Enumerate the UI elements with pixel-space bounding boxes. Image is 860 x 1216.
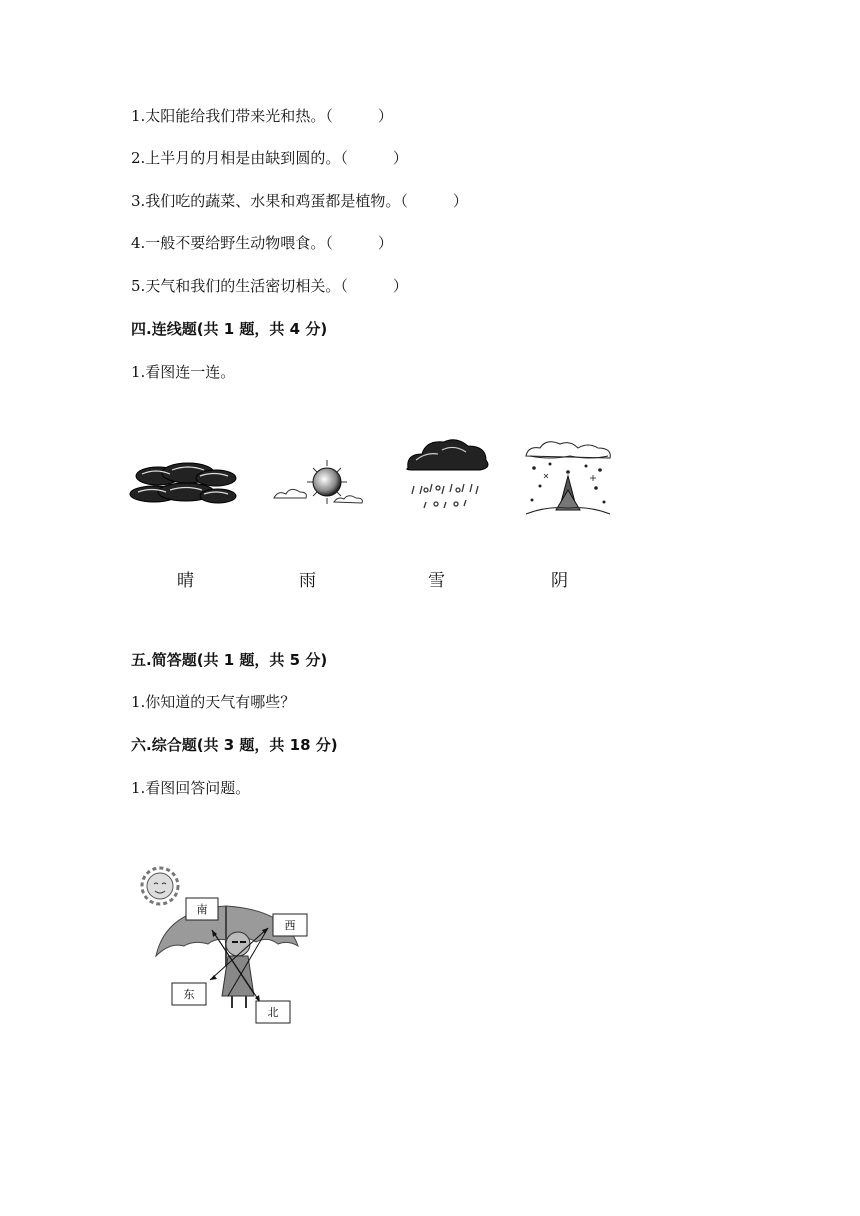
- direction-north: 北: [267, 1006, 279, 1019]
- section5-question: 1.你知道的天气有哪些？: [131, 693, 296, 711]
- judgment-item-3: 3.我们吃的蔬菜、水果和鸡蛋都是植物。（ ）: [131, 192, 468, 210]
- rain-cloud-image: [402, 438, 494, 514]
- weather-label-snow: 雪: [428, 571, 445, 591]
- judgment-item-4: 4.一般不要给野生动物喂食。（ ）: [131, 234, 393, 252]
- section5-heading: 五.简答题(共 1 题，共 5 分): [131, 651, 328, 669]
- sun-with-clouds-image: [270, 458, 374, 514]
- judgment-item-5: 5.天气和我们的生活密切相关。（ ）: [131, 277, 408, 295]
- weather-label-rain: 雨: [299, 571, 316, 591]
- judgment-item-1: 1.太阳能给我们带来光和热。（ ）: [131, 107, 393, 125]
- directions-scene-image: [128, 856, 318, 1031]
- direction-west: 西: [284, 919, 296, 932]
- overcast-clouds-image: [128, 460, 240, 512]
- weather-label-overcast: 阴: [551, 571, 568, 591]
- section4-question: 1.看图连一连。: [131, 363, 236, 381]
- section6-heading: 六.综合题(共 3 题，共 18 分): [131, 736, 338, 754]
- section4-heading: 四.连线题(共 1 题，共 4 分): [131, 320, 328, 338]
- section6-question: 1.看图回答问题。: [131, 779, 251, 797]
- weather-label-sunny: 晴: [177, 571, 194, 591]
- snow-scene-image: [520, 438, 616, 518]
- direction-east: 东: [183, 988, 195, 1001]
- judgment-item-2: 2.上半月的月相是由缺到圆的。（ ）: [131, 149, 408, 167]
- sun-icon: [142, 868, 178, 904]
- direction-south: 南: [196, 903, 208, 916]
